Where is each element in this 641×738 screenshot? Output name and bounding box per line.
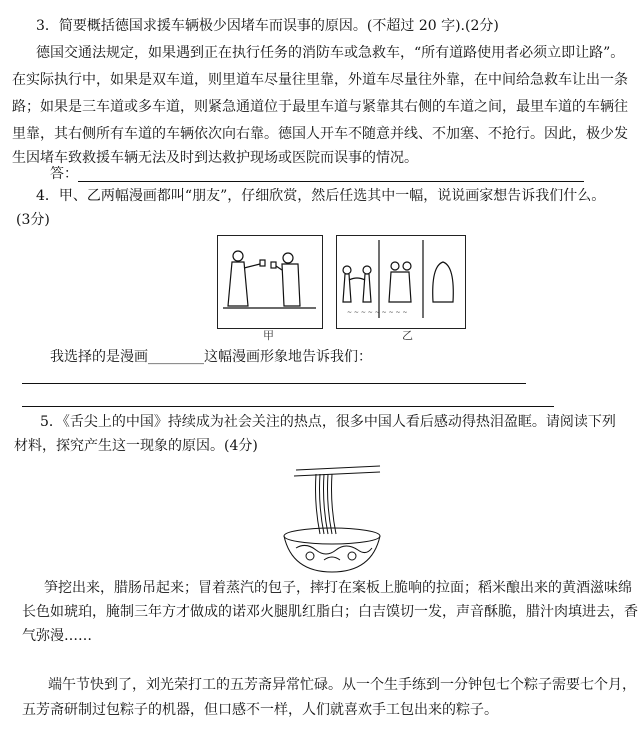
noodle-bowl-drawing	[276, 464, 384, 576]
noodle-bowl-illustration	[276, 464, 384, 576]
q5-material2-line-1: 端午节快到了，刘光荣打工的五芳斋异常忙碌。从一个生手练到一分钟包七个粽子需要七个月，	[48, 677, 636, 693]
q5-question-line-2: 材料，探究产生这一现象的原因。(4分)	[14, 438, 258, 454]
q3-question: 3．简要概括德国求援车辆极少因堵车而误事的原因。(不超过 20 字).(2分)	[36, 18, 499, 34]
q3-answer-line[interactable]	[78, 181, 584, 182]
q5-question-line-1: 5．《舌尖上的中国》持续成为社会关注的热点，很多中国人看后感动得热泪盈眶。请阅读下列	[40, 414, 616, 430]
q3-passage-line-2: 在实际执行中，如果是双车道，则里道车尽量往里靠，外道车尽量往外靠，在中间给急救车让出一条	[12, 72, 628, 88]
cartoon-yi	[336, 235, 466, 329]
q5-material1-line-3: 气弥漫……	[22, 628, 92, 644]
q5-material2-line-2: 五芳斋研制过包粽子的机器，但口感不一样，人们就喜欢手工包出来的粽子。	[22, 702, 498, 718]
q4-question: 4．甲、乙两幅漫画都叫“朋友”，仔细欣赏，然后任选其中一幅，说说画家想告诉我们什么。	[36, 188, 606, 204]
cartoon-yi-label: 乙	[402, 329, 413, 342]
q3-passage-line-1: 德国交通法规定，如果遇到正在执行任务的消防车或急救车，“所有道路使用者必须立即让路”。	[36, 45, 625, 61]
cartoon-jia	[217, 235, 323, 329]
q4-score: (3分)	[16, 212, 50, 228]
q3-answer-label: 答：	[50, 166, 78, 182]
q4-answer-line-1[interactable]	[22, 383, 526, 384]
q3-passage-line-5: 生因堵车致救援车辆无法及时到达救护现场或医院而误事的情况。	[12, 150, 418, 166]
cartoon-yi-drawing	[337, 236, 465, 328]
q4-answer-line-2[interactable]	[22, 406, 554, 407]
q3-passage-line-3: 路；如果是三车道或多车道，则紧急通道位于最里车道与紧靠其右侧的车道之间，最里车道的车辆往	[12, 99, 628, 115]
q5-material1-line-2: 长色如琥珀，腌制三年方才做成的诺邓火腿肌红脂白；白吉馍切一发，声音酥脆，腊汁肉填进去，香	[22, 604, 638, 620]
q3-passage-line-4: 里靠，其右侧所有车道的车辆依次向右靠。德国人开车不随意并线、不加塞、不抢行。因此，极少发	[12, 126, 628, 142]
cartoon-jia-label: 甲	[263, 329, 274, 342]
cartoon-jia-drawing	[218, 236, 322, 328]
q4-answer-prompt: 我选择的是漫画________这幅漫画形象地告诉我们：	[50, 349, 372, 365]
svg-text:~ ~ ~ ~ ~ ~ ~ ~ ~: ~ ~ ~ ~ ~ ~ ~ ~ ~	[347, 309, 408, 316]
q5-material1-line-1: 笋挖出来，腊肠吊起来；冒着蒸汽的包子，摔打在案板上脆响的拉面；稻米酿出来的黄酒滋味绵	[44, 580, 632, 596]
